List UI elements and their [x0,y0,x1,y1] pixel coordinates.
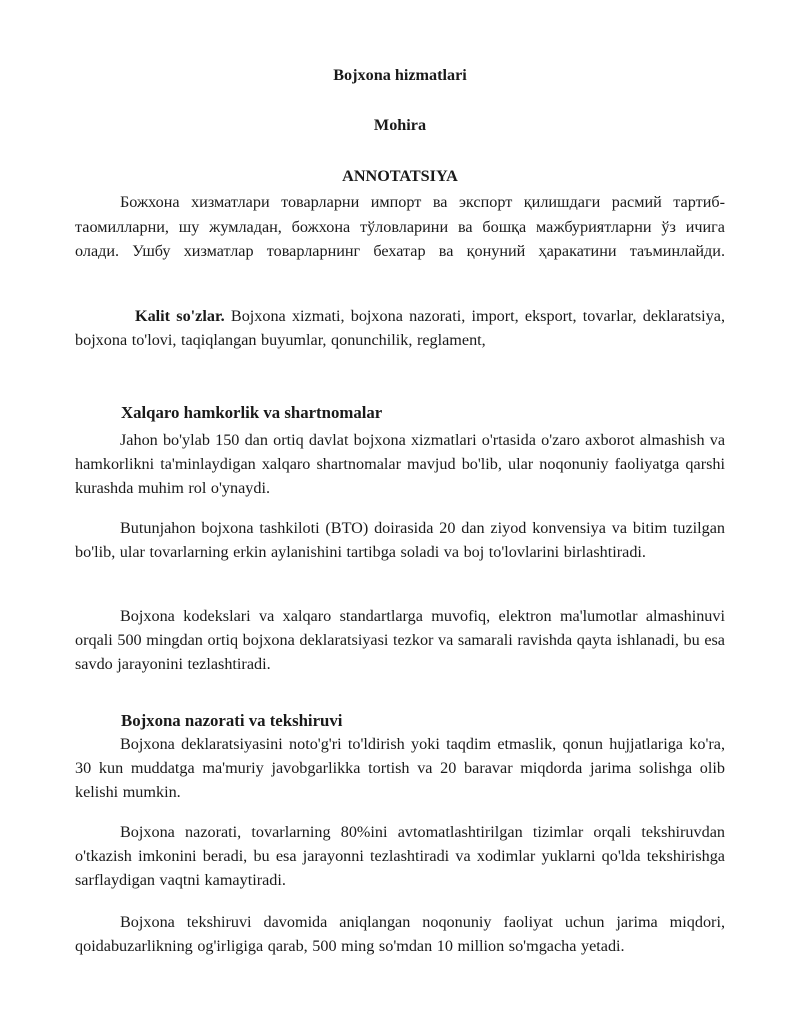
keywords-text: Bojxona xizmati, bojxona nazorati, import, eksport, tovarlar, deklaratsiya, bojxona to'lovi, taqiqlangan buyumlar, qonunchilik, reglament, [75,307,725,350]
keywords-label: Kalit so'zlar. [135,307,225,325]
section1-paragraph-1: Jahon bo'ylab 150 dan ortiq davlat bojxona xizmatlari o'rtasida o'zaro axborot almashish va hamkorlikni ta'minlaydigan xalqaro shartnomalar mavjud bo'lib, ular noqonuniy faoliyatga qarshi kurashda muhim rol o'ynaydi. [75,431,725,498]
annotation-paragraph: Божхона хизматлари товарларни импорт ва экспорт қилишдаги расмий тартиб-таомилларни, шу жумладан, божхона тўловларини ва бошқа мажбуриятларни ўз ичига олади. Ушбу хизматлар товарларнинг бехатар ва қонуний ҳаракатини таъминлайди. [75,193,725,260]
document-title: Bojxona hizmatlari [333,66,467,84]
section2-paragraph-3: Bojxona tekshiruvi davomida aniqlangan noqonuniy faoliyat uchun jarima miqdori, qoidabuzarlikning og'irligiga qarab, 500 ming so'mdan 10 million so'mgacha yetadi. [75,913,725,956]
author-name: Mohira [373,116,427,134]
keywords-paragraph [75,304,725,352]
annotation-heading: ANNOTATSIYA [342,167,458,185]
section1-paragraph-3: Bojxona kodekslari va xalqaro standartlarga muvofiq, elektron ma'lumotlar almashinuvi orqali 500 mingdan ortiq bojxona deklaratsiyasi tezkor va samarali ravishda qayta ishlanadi, bu esa savdo jarayonini tezlashtiradi. [75,607,725,674]
section2-paragraph-2: Bojxona nazorati, tovarlarning 80%ini avtomatlashtirilgan tizimlar orqali tekshiruvdan o'tkazish imkonini beradi, bu esa jarayonni tezlashtiradi va xodimlar yuklarni qo'lda tekshirishga sarflaydigan vaqtni kamaytiradi. [75,823,725,890]
section2-paragraph-1: Bojxona deklaratsiyasini noto'g'ri to'ldirish yoki taqdim etmaslik, qonun hujjatlariga ko'ra, 30 kun muddatga ma'muriy javobgarlikka tortish va 20 baravar miqdorda jarima solishga olib kelishi mumkin. [75,735,725,802]
section-heading-control: Bojxona nazorati va tekshiruvi [121,711,343,730]
section1-paragraph-2: Butunjahon bojxona tashkiloti (BTO) doirasida 20 dan ziyod konvensiya va bitim tuzilgan bo'lib, ular tovarlarning erkin aylanishini tartibga soladi va boj to'lovlarini birlashtiradi. [75,519,725,562]
section-heading-international: Xalqaro hamkorlik va shartnomalar [121,403,383,422]
